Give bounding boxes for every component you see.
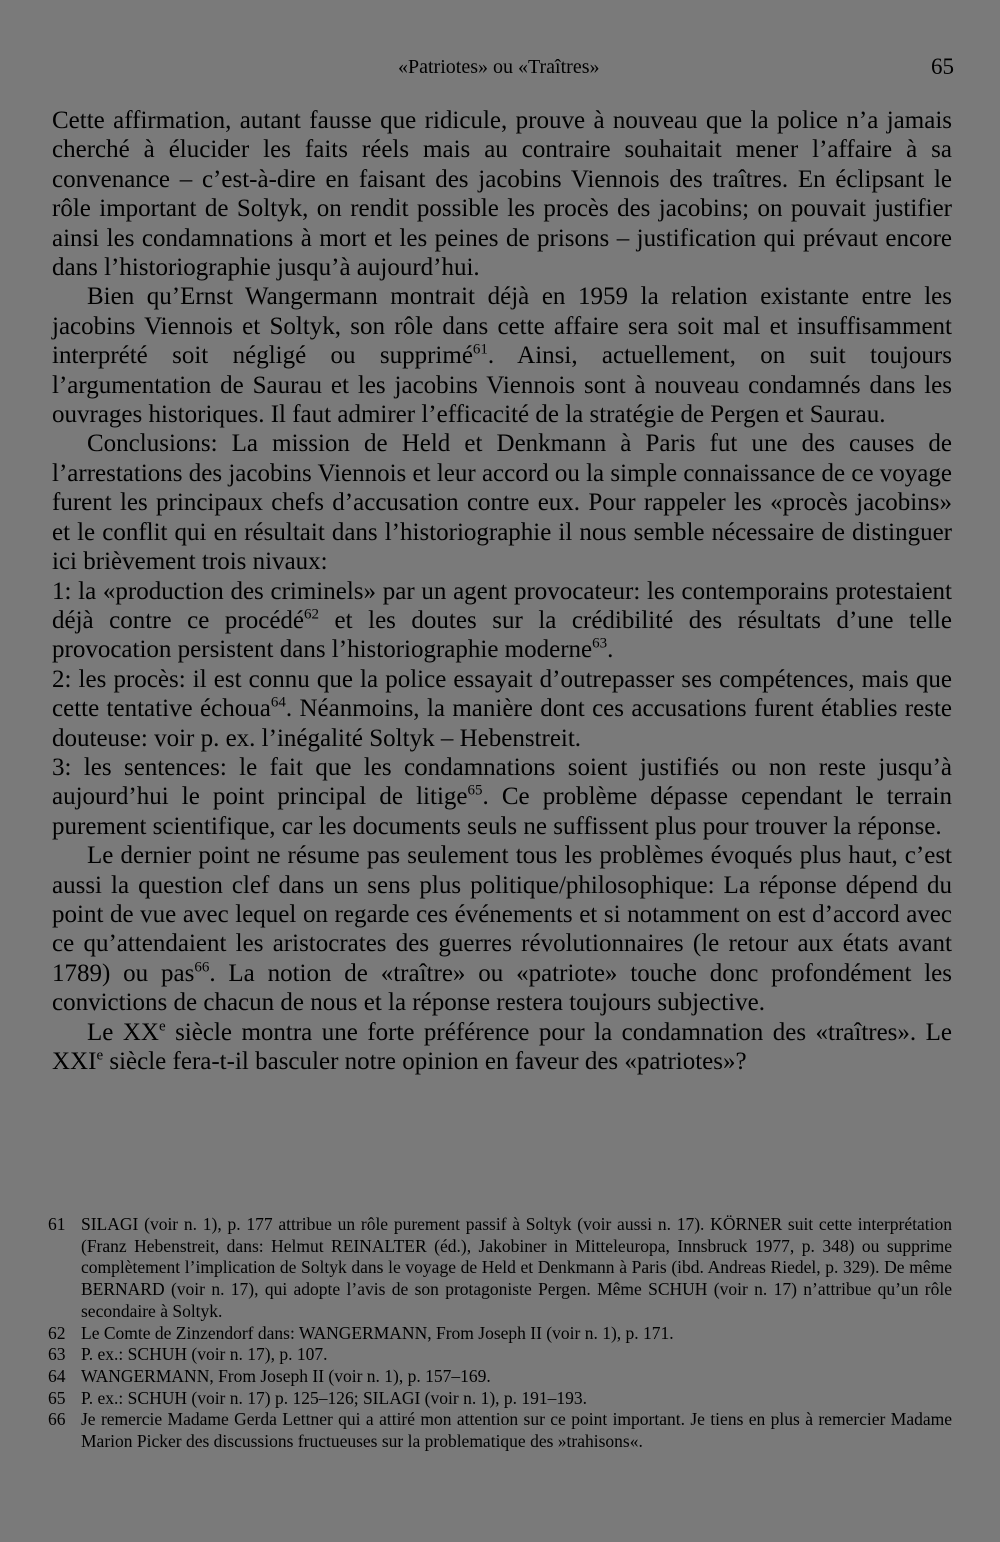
footnotes [48,1214,952,1453]
text-segment: Cette affirmation, autant fausse que ridicule, prouve à nouveau que la police n’a jamais cherché à élucider les faits réels mais au contraire souhaitait mener l’affaire à sa convenance – c’est-à-dire en faisant des jacobins Viennois des traîtres. En éclipsant le rôle important de Soltyk, on rendit possible les procès des jacobins; on pouvait justifier ainsi les condamnations à mort et les peines de prisons – justification qui prévaut encore dans l’historiographie jusqu’à aujourd’hui. [52,107,952,282]
text-segment: siècle montra une forte préférence pour la condamnation des «traîtres». Le XXI [52,1018,952,1075]
text-segment: . [607,636,614,664]
text-segment: Le XX [87,1018,159,1046]
footnote [48,1388,952,1410]
footnote-text: SILAGI (voir n. 1), p. 177 attribue un rôle purement passif à Soltyk (voir aussi n. 17). KÖRNER suit cette interprétation (Franz Hebenstreit, dans: Helmut REINALTER (éd.), Jakobiner in Mitteleuropa, Innsbruck 1977, p. 348) ou supprime complètement l’implication de Soltyk dans le voyage de Held et Denkmann à Paris (ibd. Andreas Riedel, p. 329). De même BERNARD (voir n. 17), qui adopte l’avis de son protagoniste Pergen. Même SCHUH (voir n. 17) n’attribue qu’un rôle secondaire à Soltyk. [81,1214,952,1321]
footnote [48,1323,952,1345]
paragraph [52,1018,952,1077]
footnote-reference: 64 [270,694,286,711]
text-segment: 1: la «production des criminels» par un agent provocateur: les contemporains protestaient déjà contre ce procédé [52,577,952,634]
footnote-text: P. ex.: SCHUH (voir n. 17) p. 125–126; SILAGI (voir n. 1), p. 191–193. [81,1387,588,1408]
page-number: 65 [931,54,954,79]
text-segment: Le dernier point ne résume pas seulement tous les problèmes évoqués plus haut, c’est aussi la question clef dans un sens plus politique/philosophique: La réponse dépend du point de vue avec lequel on regarde ces événements et si notamment on est d’accord avec ce qu’attendaient les aristocrates des guerres révolutionnaires (le retour aux états avant 1789) ou pas [52,842,952,987]
text-segment: 2: les procès: il est connu que la police essayait d’outrepasser ses compétences, mais que cette tentative échoua [52,665,952,723]
footnote-reference: e [96,1047,104,1064]
running-title: «Patriotes» ou «Traîtres» [398,56,600,78]
footnote-number: 62 [48,1322,66,1343]
footnote-reference: 66 [194,959,210,976]
list-item-paragraph [52,577,952,665]
footnote-reference: 62 [304,606,320,623]
list-item-paragraph [52,665,952,753]
paragraph [52,841,952,1017]
footnote-number: 63 [48,1344,66,1365]
footnote-number: 65 [48,1387,66,1408]
text-segment: Bien qu’Ernst Wangermann montrait déjà en 1959 la relation existante entre les jacobins Viennois et Soltyk, son rôle dans cette affaire sera soit mal et insuffisamment interprété soit négligé ou supprimé [52,283,952,370]
paragraph [52,282,952,429]
text-segment: 3: les sentences: le fait que les condamnations soient justifiés ou non reste jusqu’à aujourd’hui le point principal de litige [52,753,952,811]
footnote-text: P. ex.: SCHUH (voir n. 17), p. 107. [81,1344,328,1365]
text-segment: . La notion de «traître» ou «patriote» touche donc profondément les convictions de chacun de nous et la réponse restera toujours subjective. [52,959,952,1017]
footnote-text: Je remercie Madame Gerda Lettner qui a attiré mon attention sur ce point important. Je tiens en plus à remercier Madame Marion Picker des discussions fructueuses sur la problematique des »trahisons«. [81,1409,952,1452]
text-segment: et les doutes sur la crédibilité des résultats d’une telle provocation persistent dans l’historiographie moderne [52,606,952,664]
footnote-reference: 63 [592,635,608,652]
list-item-paragraph [52,753,952,841]
footnote-number: 61 [48,1214,66,1234]
text-segment: Conclusions: La mission de Held et Denkmann à Paris fut une des causes de l’arrestations des jacobins Viennois et leur accord ou la simple connaissance de ce voyage furent les principaux chefs d’accusation contre eux. Pour rappeler les «procès jacobins» et le conflit qui en résultait dans l’historiographie il nous semble nécessaire de distinguer ici brièvement trois nivaux: [52,430,952,576]
paragraph [52,429,952,576]
footnote-number: 66 [48,1409,66,1430]
footnote [48,1409,952,1452]
footnote-reference: e [158,1018,166,1035]
text-segment: . Ce problème dépasse cependant le terrain purement scientifique, car les documents seuls ne suffissent plus pour trouver la réponse. [52,783,952,840]
footnote [48,1214,952,1323]
paragraph [52,106,952,282]
footnote-number: 64 [48,1365,66,1386]
footnote [48,1344,952,1366]
footnote-text: WANGERMANN, From Joseph II (voir n. 1), p. 157–169. [81,1365,491,1386]
footnote-reference: 65 [467,783,483,800]
text-segment: siècle fera-t-il basculer notre opinion en faveur des «patriotes»? [103,1048,747,1075]
text-segment: . Néanmoins, la manière dont ces accusations furent établies reste douteuse: voir p. ex. l’inégalité Soltyk – Hebenstreit. [52,695,952,752]
text-segment: . Ainsi, actuellement, on suit toujours l’argumentation de Saurau et les jacobins Viennois sont à nouveau condamnés dans les ouvrages historiques. Il faut admirer l’efficacité de la stratégie de Pergen et Saurau. [52,342,952,429]
footnote [48,1366,952,1388]
main-text [52,106,952,1076]
footnote-text: Le Comte de Zinzendorf dans: WANGERMANN, From Joseph II (voir n. 1), p. 171. [81,1322,674,1343]
footnote-reference: 61 [472,341,488,358]
page-header [0,50,1000,84]
